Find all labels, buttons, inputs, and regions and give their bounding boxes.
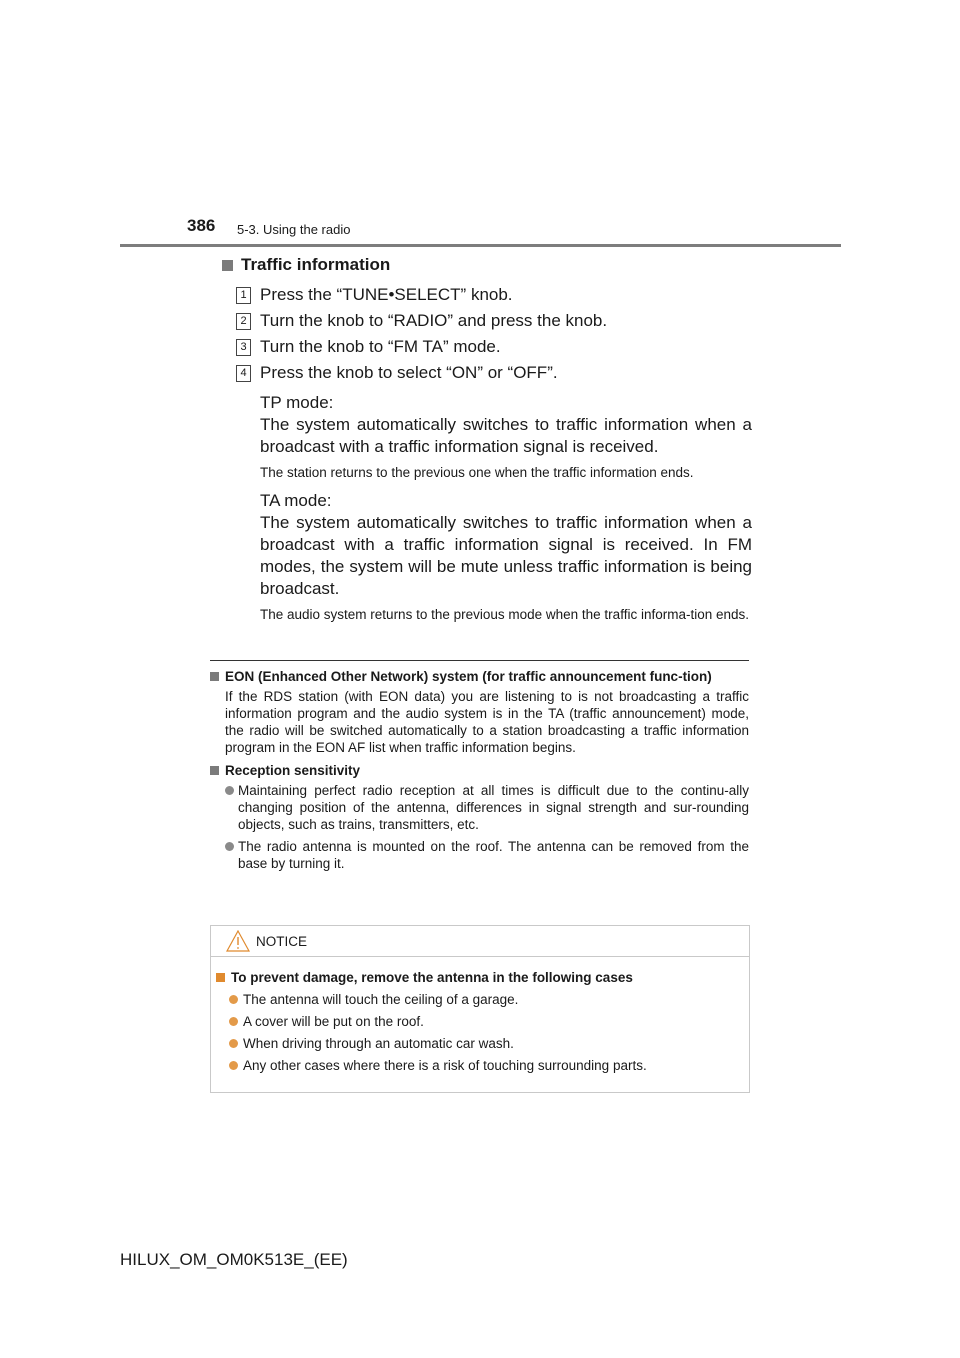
notice-bullet-text: A cover will be put on the roof. (243, 1014, 424, 1029)
tp-mode-heading: TP mode: (260, 393, 334, 412)
notice-bullet-text: The antenna will touch the ceiling of a garage. (243, 992, 519, 1007)
ta-mode-heading: TA mode: (260, 491, 332, 510)
step-item (222, 334, 752, 360)
reception-note-heading-text: Reception sensitivity (225, 763, 361, 778)
step-text: Press the “TUNE•SELECT” knob. (260, 285, 513, 304)
reception-bullet-text: The radio antenna is mounted on the roof. The antenna can be removed from the base by turning it. (238, 839, 749, 871)
step-item (222, 308, 752, 334)
circle-bullet-icon (225, 842, 234, 851)
mode-descriptions (222, 392, 752, 623)
reception-note-heading (210, 762, 749, 779)
notice-bullet-text: Any other cases where there is a risk of touching surrounding parts. (243, 1058, 647, 1073)
step-text: Press the knob to select “ON” or “OFF”. (260, 363, 558, 382)
page-number: 386 (187, 216, 216, 235)
eon-note-heading (210, 668, 749, 685)
traffic-info-heading (222, 254, 752, 276)
step-number: 2 (236, 313, 251, 330)
notice-heading (216, 969, 749, 986)
notes-divider (210, 660, 749, 661)
step-text: Turn the knob to “RADIO” and press the knob. (260, 311, 608, 330)
notes-section (210, 668, 749, 872)
square-bullet-icon (210, 672, 219, 681)
notice-box (210, 925, 750, 1093)
reception-bullet (210, 782, 749, 833)
warning-triangle-icon (226, 930, 250, 952)
main-content (222, 254, 752, 623)
circle-bullet-icon (229, 1061, 238, 1070)
square-bullet-icon (222, 260, 233, 271)
step-list (222, 282, 752, 386)
ta-mode-note: The audio system returns to the previous mode when the traffic informa-tion ends. (260, 607, 749, 622)
notice-bullet (216, 1057, 749, 1074)
notice-bullet (216, 1035, 749, 1052)
ta-mode-body: The system automatically switches to traffic information when a broadcast with a traffic information signal is received. In FM modes, the system will be mute unless traffic information is being broadcast. (260, 513, 752, 598)
square-bullet-icon (216, 973, 225, 982)
notice-content (211, 957, 749, 1074)
step-text: Turn the knob to “FM TA” mode. (260, 337, 501, 356)
notice-header (211, 926, 749, 957)
notice-bullet (216, 1013, 749, 1030)
section-title: 5-3. Using the radio (237, 222, 351, 237)
header-rule (120, 244, 841, 247)
footer-doc-code: HILUX_OM_OM0K513E_(EE) (120, 1250, 348, 1269)
notice-title: NOTICE (256, 934, 308, 949)
square-bullet-icon (210, 766, 219, 775)
tp-mode-note: The station returns to the previous one when the traffic information ends. (260, 465, 694, 480)
step-item (222, 360, 752, 386)
tp-mode-body: The system automatically switches to traffic information when a broadcast with a traffic information signal is received. (260, 415, 752, 456)
traffic-info-heading-text: Traffic information (241, 255, 391, 274)
step-number: 4 (236, 365, 251, 382)
eon-note-body: If the RDS station (with EON data) you are listening to is not broadcasting a traffic information program and the audio system is in the TA (traffic announcement) mode, the radio will be switched automatically to a station broadcasting a traffic information program in the EON AF list when traffic information begins. (225, 689, 749, 755)
circle-bullet-icon (229, 1017, 238, 1026)
step-item (222, 282, 752, 308)
circle-bullet-icon (229, 995, 238, 1004)
reception-bullet (210, 838, 749, 872)
eon-note-heading-text: EON (Enhanced Other Network) system (for traffic announcement func-tion) (225, 669, 712, 684)
reception-bullet-text: Maintaining perfect radio reception at all times is difficult due to the continu-ally changing position of the antenna, differences in signal strength and sur-rounding objects, such as trains, transmitters, etc. (238, 783, 749, 832)
circle-bullet-icon (225, 786, 234, 795)
notice-heading-text: To prevent damage, remove the antenna in the following cases (231, 970, 633, 985)
circle-bullet-icon (229, 1039, 238, 1048)
step-number: 3 (236, 339, 251, 356)
step-number: 1 (236, 287, 251, 304)
notice-bullet-text: When driving through an automatic car wash. (243, 1036, 514, 1051)
notice-bullet (216, 991, 749, 1008)
